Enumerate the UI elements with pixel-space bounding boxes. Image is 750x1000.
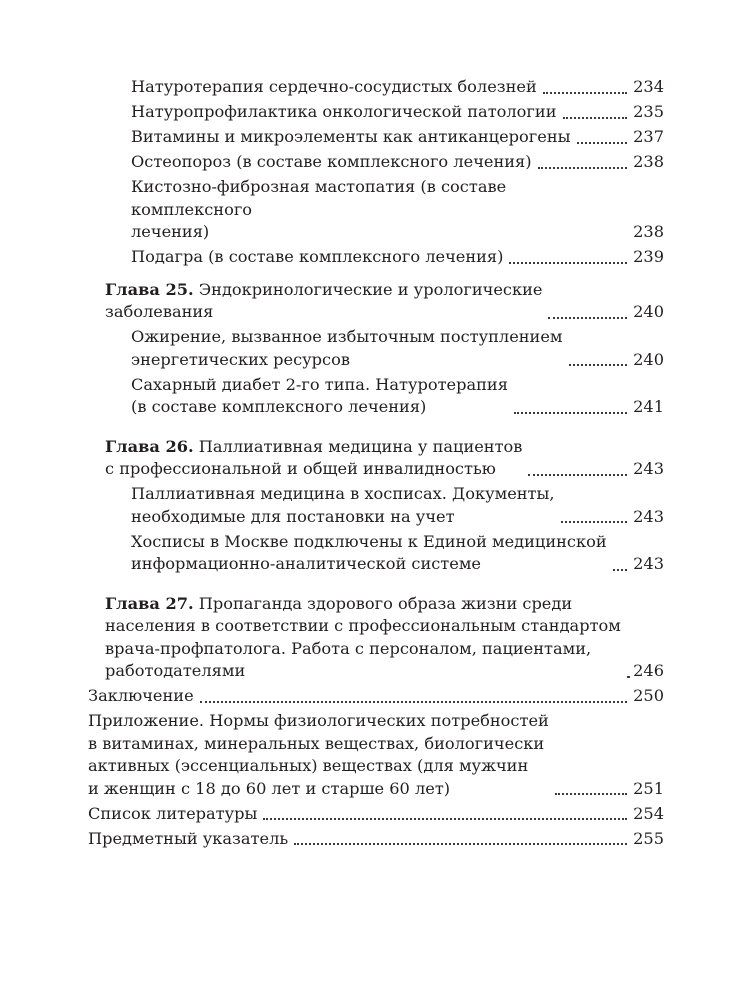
toc-entry-title xyxy=(131,483,555,528)
toc-entry-line: Эндокринологические и урологические xyxy=(198,279,543,299)
dot-leader xyxy=(548,317,627,319)
page-number: 234 xyxy=(633,77,664,96)
toc-entry-line: населения в соответствии с профессиональным стандартом xyxy=(105,616,621,635)
toc-entry xyxy=(88,828,664,851)
toc-entry-line: Паллиативная медицина у пациентов xyxy=(198,436,523,456)
page-number: 240 xyxy=(633,302,664,321)
toc-entry xyxy=(88,176,664,244)
page-number: 240 xyxy=(633,349,664,369)
dot-leader xyxy=(543,92,627,94)
toc-entry-title xyxy=(88,803,257,826)
toc-entry-line: врача-профпатолога. Работа с персоналом, пациентами, xyxy=(105,638,592,658)
toc-entry-line: информационно-аналитической системе xyxy=(131,554,482,573)
page-number: 243 xyxy=(633,554,664,573)
toc-entry-line: и женщин с 18 до 60 лет и старше 60 лет) xyxy=(88,778,451,798)
dot-leader xyxy=(528,474,627,476)
dot-leader xyxy=(569,364,628,366)
toc-entry-title xyxy=(105,279,542,324)
toc-chapter-entry xyxy=(88,593,664,683)
toc-entry-title xyxy=(131,374,508,419)
page-number: 238 xyxy=(633,152,664,171)
chapter-label: Глава 26. xyxy=(105,436,194,456)
toc-entry-title xyxy=(131,326,563,371)
toc-entry-line: с профессиональной и общей инвалидностью xyxy=(105,459,496,478)
toc-entry-title xyxy=(131,531,607,576)
page-number: 238 xyxy=(633,222,664,241)
toc-entry-title xyxy=(131,246,503,269)
dot-leader xyxy=(561,521,628,523)
chapter-label: Глава 27. xyxy=(105,593,194,613)
page-number: 243 xyxy=(633,459,664,478)
toc-entry-line: энергетических ресурсов xyxy=(131,349,350,369)
toc-entry xyxy=(88,326,664,371)
toc-chapter-entry xyxy=(88,436,664,481)
toc-entry-line: Приложение. Нормы физиологических потребностей xyxy=(88,711,549,730)
toc-entry-line: Список литературы xyxy=(88,803,258,823)
toc-entry-title xyxy=(131,76,537,99)
toc-entry-line: активных (эссенциальных) веществах (для мужчин xyxy=(88,756,529,775)
toc-entry-line: Пропаганда здорового образа жизни среди xyxy=(198,593,573,613)
toc-entry-line: Витамины и микроэлементы как антиканцерогены xyxy=(131,127,571,146)
toc-entry-line: Паллиативная медицина в хосписах. Документы, xyxy=(131,484,555,503)
dot-leader xyxy=(613,569,627,571)
toc-entry-line: лечения) xyxy=(131,222,210,241)
toc-entry-title xyxy=(131,101,557,124)
toc-entry-line: (в составе комплексного лечения) xyxy=(131,397,427,416)
page-number: 235 xyxy=(633,102,664,121)
toc-entry xyxy=(88,710,664,800)
toc-entry xyxy=(88,803,664,826)
dot-leader xyxy=(294,843,627,845)
toc-entry xyxy=(88,76,664,99)
page-number: 250 xyxy=(633,686,664,705)
toc-entry-title xyxy=(88,828,288,851)
toc-entry xyxy=(88,483,664,528)
toc-entry-line: в витаминах, минеральных веществах, биологически xyxy=(88,733,545,753)
toc-entry-line: Остеопороз (в составе комплексного лечения) xyxy=(131,152,532,171)
page-number: 246 xyxy=(633,661,664,680)
page-number: 241 xyxy=(633,397,664,416)
page-number: 251 xyxy=(633,778,664,798)
dot-leader xyxy=(509,262,627,264)
toc-entry-line: Натуропрофилактика онкологической патологии xyxy=(131,102,557,121)
toc-entry xyxy=(88,246,664,269)
toc-entry-title xyxy=(105,436,522,481)
toc-chapter-entry xyxy=(88,279,664,324)
chapter-label: Глава 25. xyxy=(105,279,194,299)
toc-entry-line: необходимые для постановки на учет xyxy=(131,506,455,526)
toc-entry-line: Натуротерапия сердечно-сосудистых болезней xyxy=(131,77,537,96)
page-number: 254 xyxy=(633,803,664,823)
toc-entry xyxy=(88,126,664,149)
toc-entry-title xyxy=(88,710,549,800)
toc-entry xyxy=(88,531,664,576)
toc-entry xyxy=(88,101,664,124)
toc-entry-line: Заключение xyxy=(88,686,194,705)
toc-entry-title xyxy=(105,593,621,683)
page-number: 255 xyxy=(633,828,664,848)
dot-leader xyxy=(555,793,627,795)
toc-entry-line: Подагра (в составе комплексного лечения) xyxy=(131,247,504,266)
toc-entry-title xyxy=(131,126,571,149)
page-number: 237 xyxy=(633,127,664,146)
toc-entry xyxy=(88,151,664,174)
toc-entry-title xyxy=(88,685,194,708)
page-number: 243 xyxy=(633,506,664,526)
toc-entry xyxy=(88,374,664,419)
toc-entry xyxy=(88,685,664,708)
toc-entry-line: Сахарный диабет 2-го типа. Натуротерапия xyxy=(131,374,508,394)
dot-leader xyxy=(514,412,627,414)
page-number: 239 xyxy=(633,247,664,266)
toc-entry-line: Хосписы в Москве подключены к Единой медицинской xyxy=(131,531,607,551)
table-of-contents xyxy=(88,76,664,850)
toc-entry-line: Предметный указатель xyxy=(88,828,289,848)
dot-leader xyxy=(538,167,628,169)
toc-entry-line: Кистозно-фиброзная мастопатия (в составе комплексного xyxy=(131,177,507,219)
dot-leader xyxy=(577,142,628,144)
dot-leader xyxy=(563,117,628,119)
dot-leader xyxy=(200,701,627,703)
toc-entry-title xyxy=(131,176,621,244)
toc-entry-line: заболевания xyxy=(105,302,214,321)
toc-entry-line: Ожирение, вызванное избыточным поступлением xyxy=(131,327,563,346)
dot-leader xyxy=(263,818,627,820)
toc-entry-line: работодателями xyxy=(105,661,246,680)
toc-entry-title xyxy=(131,151,532,174)
